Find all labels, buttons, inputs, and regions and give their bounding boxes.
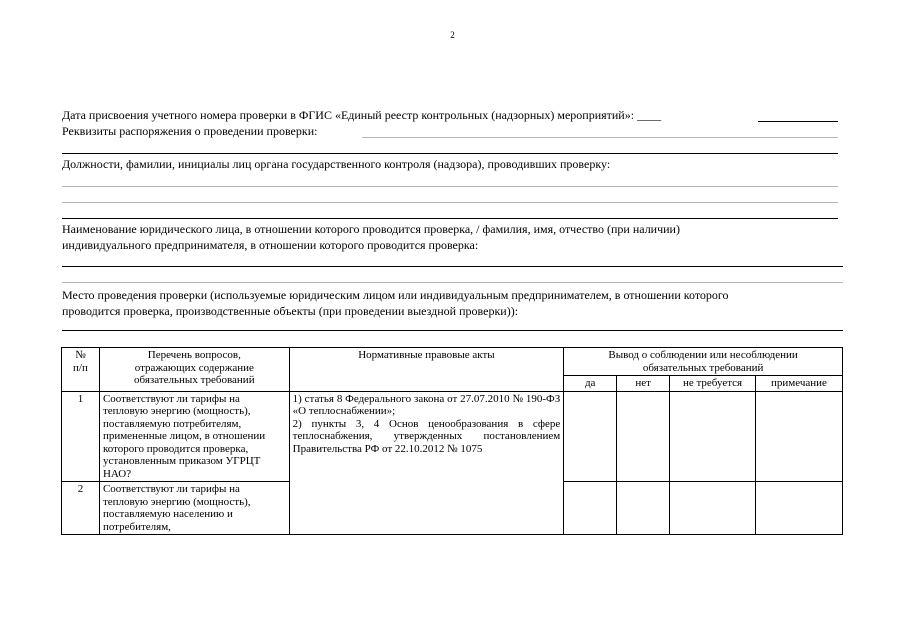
place-label-line1: Место проведения проверки (используемые юридическим лицом или индивидуальным предпринимателем, в отношении которого bbox=[62, 288, 729, 302]
header-questions-line2: отражающих содержание bbox=[134, 361, 254, 374]
cell-no[interactable] bbox=[617, 391, 670, 482]
fgis-date-underline bbox=[758, 121, 838, 122]
entity-input-line-1[interactable] bbox=[62, 266, 843, 267]
table-row bbox=[62, 391, 843, 482]
header-questions-line1: Перечень вопросов, bbox=[147, 349, 241, 361]
header-note: примечание bbox=[756, 376, 843, 392]
cell-not-required[interactable] bbox=[670, 391, 756, 482]
entity-input-line-2[interactable] bbox=[62, 282, 843, 283]
header-conclusion bbox=[564, 348, 843, 376]
header-num-line2: п/п bbox=[73, 361, 88, 374]
entity-label-line1: Наименование юридического лица, в отношении которого проводится проверка, / фамилия, имя, отчество (при наличии) bbox=[62, 222, 680, 236]
row-question: Соответствуют ли тарифы на тепловую энергию (мощность), поставляемую населению и потребителям, bbox=[99, 482, 289, 535]
order-details-input-line[interactable] bbox=[362, 137, 838, 138]
header-not-required: не требуется bbox=[670, 376, 756, 392]
header-conclusion-line2: обязательных требований bbox=[642, 361, 764, 374]
place-input-line[interactable] bbox=[62, 330, 843, 331]
page-number: 2 bbox=[450, 30, 455, 40]
fgis-date-value[interactable]: ____ bbox=[637, 108, 662, 122]
header-num bbox=[62, 348, 100, 392]
acts-item-1: 1) статья 8 Федерального закона от 27.07.2010 № 190-ФЗ «О теплоснабжении»; bbox=[292, 392, 561, 417]
place-label-line2: проводится проверка, производственные объекты (при проведении выездной проверки)): bbox=[62, 304, 519, 318]
row-number: 1 bbox=[62, 391, 100, 482]
header-no: нет bbox=[617, 376, 670, 392]
header-yes: да bbox=[564, 376, 617, 392]
officials-label: Должности, фамилии, инициалы лиц органа государственного контроля (надзора), проводивших проверку: bbox=[62, 157, 611, 171]
fgis-date-field bbox=[62, 108, 661, 122]
row-question: Соответствуют ли тарифы на тепловую энергию (мощность), поставляемую потребителям, примененные лицом, в отношении которого проводится проверка, установленным приказом УГРЦТ НАО? bbox=[99, 391, 289, 482]
officials-input-line-3[interactable] bbox=[62, 218, 838, 219]
cell-yes[interactable] bbox=[564, 482, 617, 535]
row-number: 2 bbox=[62, 482, 100, 535]
order-details-input-line-2[interactable] bbox=[62, 153, 838, 154]
officials-input-line-2[interactable] bbox=[62, 202, 838, 203]
row-acts bbox=[289, 391, 564, 535]
header-acts: Нормативные правовые акты bbox=[289, 348, 564, 392]
cell-no[interactable] bbox=[617, 482, 670, 535]
checklist-table bbox=[61, 347, 843, 535]
officials-input-line-1[interactable] bbox=[62, 186, 838, 187]
cell-yes[interactable] bbox=[564, 391, 617, 482]
cell-note[interactable] bbox=[756, 482, 843, 535]
cell-note[interactable] bbox=[756, 391, 843, 482]
entity-label-line2: индивидуального предпринимателя, в отношении которого проводится проверка: bbox=[62, 238, 479, 252]
header-questions bbox=[99, 348, 289, 392]
fgis-date-label: Дата присвоения учетного номера проверки в ФГИС «Единый реестр контрольных (надзорных) мероприятий»: bbox=[62, 108, 638, 122]
header-num-line1: № bbox=[75, 349, 86, 361]
header-conclusion-line1: Вывод о соблюдении или несоблюдении bbox=[608, 349, 798, 361]
header-questions-line3: обязательных требований bbox=[134, 374, 255, 386]
acts-item-2: 2) пункты 3, 4 Основ ценообразования в сфере теплоснабжения, утвержденных постановлением Правительства РФ от 22.10.2012 № 1075 bbox=[292, 417, 561, 455]
order-details-label: Реквизиты распоряжения о проведении проверки: bbox=[62, 124, 318, 138]
header-row-1 bbox=[62, 348, 843, 376]
cell-not-required[interactable] bbox=[670, 482, 756, 535]
